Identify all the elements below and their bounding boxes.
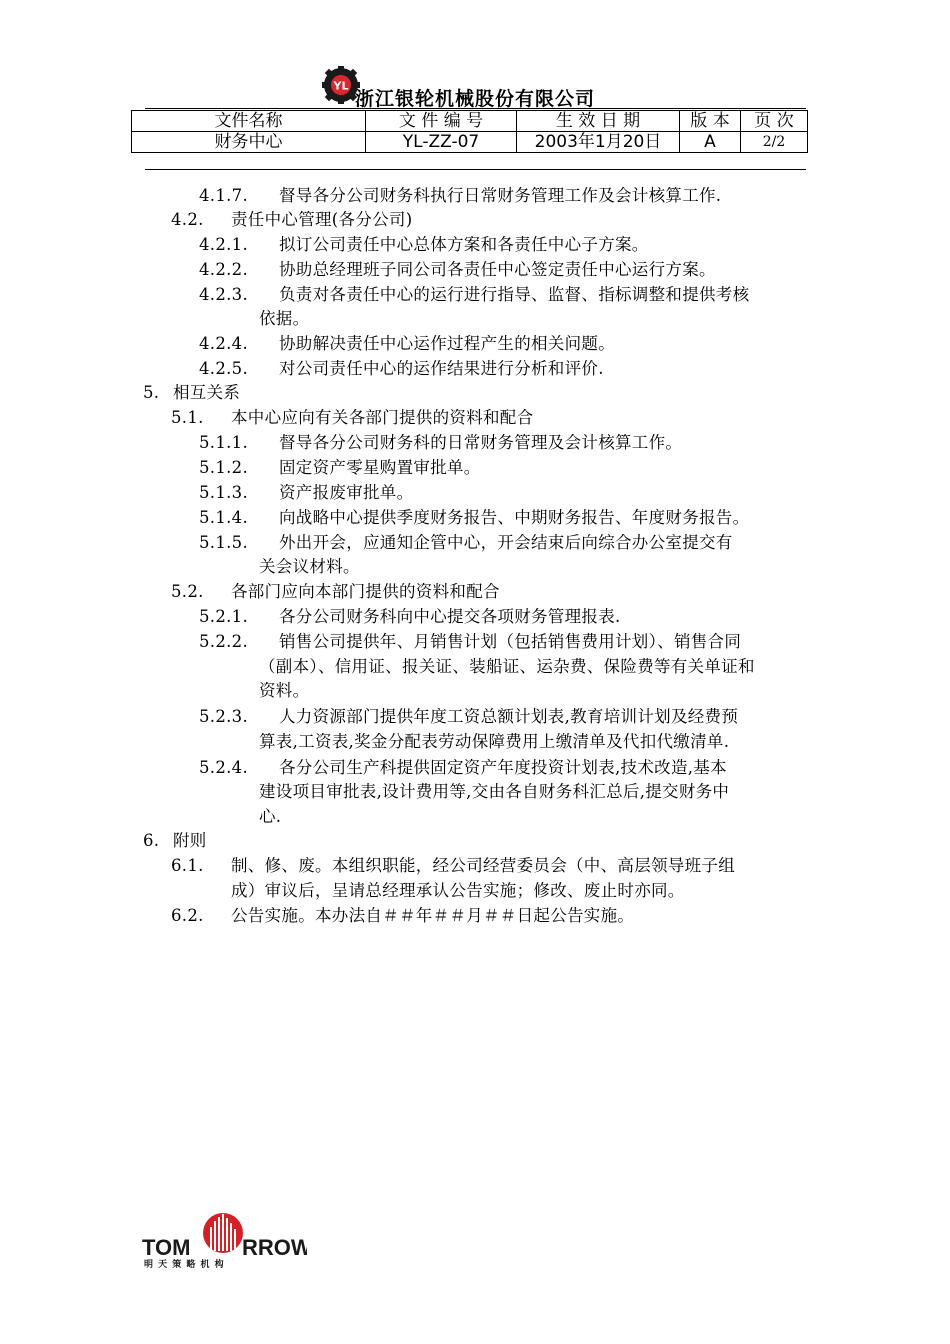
chapter-title: 附则 <box>173 831 207 850</box>
section-4-2 <box>171 208 412 232</box>
info-label-row <box>132 111 808 132</box>
clause-number: 4.2.3. <box>199 285 249 304</box>
clause-5-2-1 <box>199 605 621 629</box>
brand-left: TOM <box>142 1235 191 1260</box>
chapter-title: 相互关系 <box>173 383 241 402</box>
clause-number: 5.1.3. <box>199 483 249 502</box>
value-page: 2/2 <box>741 132 808 153</box>
company-name: 浙江银轮机械股份有限公司 <box>354 88 595 110</box>
clause-text: 各分公司财务科向中心提交各项财务管理报表. <box>279 607 621 626</box>
clause-text: 人力资源部门提供年度工资总额计划表,教育培训计划及经费预 <box>279 707 739 726</box>
clause-text: 负责对各责任中心的运行进行指导、监督、指标调整和提供考核 <box>279 285 750 304</box>
value-effective-date: 2003年1月20日 <box>517 132 680 153</box>
section-number: 5.1. <box>171 408 204 427</box>
clause-text: 外出开会，应通知企管中心，开会结束后向综合办公室提交有 <box>279 533 733 552</box>
label-version: 版 本 <box>680 111 741 132</box>
clause-number: 5.1.4. <box>199 508 249 527</box>
clause-5-1-1 <box>199 431 682 455</box>
clause-text: 协助总经理班子同公司各责任中心签定责任中心运行方案。 <box>279 260 716 279</box>
clause-number: 5.2.4. <box>199 758 249 777</box>
clause-5-1-5-continued: 关会议材料。 <box>259 557 360 576</box>
clause-number: 4.1.7. <box>199 186 249 205</box>
section-title: 责任中心管理(各分公司) <box>231 210 413 229</box>
label-file-name: 文件名称 <box>132 111 366 132</box>
svg-text:YL: YL <box>333 79 349 93</box>
clause-number: 4.2.1. <box>199 235 249 254</box>
section-text: 公告实施。本办法自＃＃年＃＃月＃＃日起公告实施。 <box>231 906 635 925</box>
header-rule-bottom <box>145 169 806 170</box>
section-number: 4.2. <box>171 210 204 229</box>
clause-5-2-4-continued-2: 心. <box>259 807 282 826</box>
clause-4-2-4 <box>199 332 615 356</box>
clause-text: 督导各分公司财务科执行日常财务管理工作及会计核算工作. <box>279 186 722 205</box>
clause-4-2-3-continued: 依据。 <box>259 309 310 328</box>
clause-4-2-5 <box>199 357 604 381</box>
chapter-number: 5. <box>143 383 160 402</box>
chapter-number: 6. <box>143 831 160 850</box>
clause-number: 5.2.1. <box>199 607 249 626</box>
clause-5-1-4 <box>199 506 749 530</box>
clause-text: 销售公司提供年、月销售计划（包括销售费用计划）、销售合同 <box>279 632 742 651</box>
chapter-5 <box>143 381 240 405</box>
info-value-row <box>132 132 808 153</box>
section-title: 本中心应向有关各部门提供的资料和配合 <box>231 408 534 427</box>
clause-number: 4.2.4. <box>199 334 249 353</box>
clause-5-2-3 <box>199 705 738 729</box>
value-version: A <box>680 132 741 153</box>
clause-5-2-2 <box>199 630 741 654</box>
clause-text: 对公司责任中心的运作结果进行分析和评价. <box>279 359 604 378</box>
section-6-2 <box>171 904 634 928</box>
clause-number: 4.2.2. <box>199 260 249 279</box>
label-file-number: 文 件 编 号 <box>366 111 517 132</box>
clause-5-2-2-continued: （副本）、信用证、报关证、装船证、运杂费、保险费等有关单证和 <box>259 657 755 676</box>
section-6-1 <box>171 854 735 878</box>
section-5-2 <box>171 580 500 604</box>
footer-logo <box>142 1213 307 1273</box>
clause-text: 拟订公司责任中心总体方案和各责任中心子方案。 <box>279 235 649 254</box>
header-rule-top <box>145 108 806 109</box>
brand-subtitle: 明 天 策 略 机 构 <box>144 1260 225 1269</box>
clause-number: 5.1.1. <box>199 433 249 452</box>
section-5-1 <box>171 406 533 430</box>
section-6-1-continued: 成）审议后，呈请总经理承认公告实施；修改、废止时亦同。 <box>231 881 685 900</box>
clause-number: 5.1.2. <box>199 458 249 477</box>
section-number: 5.2. <box>171 582 204 601</box>
clause-number: 5.2.2. <box>199 632 249 651</box>
section-number: 6.1. <box>171 856 204 875</box>
label-page: 页 次 <box>741 111 808 132</box>
clause-5-2-4-continued: 建设项目审批表,设计费用等,交由各自财务科汇总后,提交财务中 <box>259 782 730 801</box>
clause-text: 资产报废审批单。 <box>279 483 414 502</box>
clause-4-1-7 <box>199 184 721 208</box>
section-title: 各部门应向本部门提供的资料和配合 <box>231 582 500 601</box>
chapter-6 <box>143 829 207 853</box>
clause-number: 4.2.5. <box>199 359 249 378</box>
clause-number: 5.1.5. <box>199 533 249 552</box>
clause-5-2-3-continued: 算表,工资表,奖金分配表劳动保障费用上缴清单及代扣代缴清单. <box>259 732 730 751</box>
clause-text: 固定资产零星购置审批单。 <box>279 458 481 477</box>
clause-5-1-2 <box>199 456 481 480</box>
clause-text: 向战略中心提供季度财务报告、中期财务报告、年度财务报告。 <box>279 508 750 527</box>
value-file-number: YL-ZZ-07 <box>366 132 517 153</box>
tomorrow-logo <box>142 1213 307 1269</box>
clause-4-2-2 <box>199 258 716 282</box>
clause-5-1-5 <box>199 531 733 555</box>
document-info-table <box>131 110 808 153</box>
clause-4-2-1 <box>199 233 649 257</box>
clause-5-1-3 <box>199 481 413 505</box>
clause-5-2-4 <box>199 756 727 780</box>
clause-5-2-2-continued-2: 资料。 <box>259 681 310 700</box>
section-text: 制、修、废。本组织职能，经公司经营委员会（中、高层领导班子组 <box>231 856 735 875</box>
clause-text: 督导各分公司财务科的日常财务管理及会计核算工作。 <box>279 433 683 452</box>
clause-text: 各分公司生产科提供固定资产年度投资计划表,技术改造,基本 <box>279 758 727 777</box>
clause-4-2-3 <box>199 283 749 307</box>
value-file-name: 财务中心 <box>132 132 366 153</box>
brand-right: RROW <box>242 1235 307 1260</box>
label-effective-date: 生 效 日 期 <box>517 111 680 132</box>
skyline-globe-icon <box>203 1213 243 1253</box>
clause-number: 5.2.3. <box>199 707 249 726</box>
clause-text: 协助解决责任中心运作过程产生的相关问题。 <box>279 334 615 353</box>
section-number: 6.2. <box>171 906 204 925</box>
